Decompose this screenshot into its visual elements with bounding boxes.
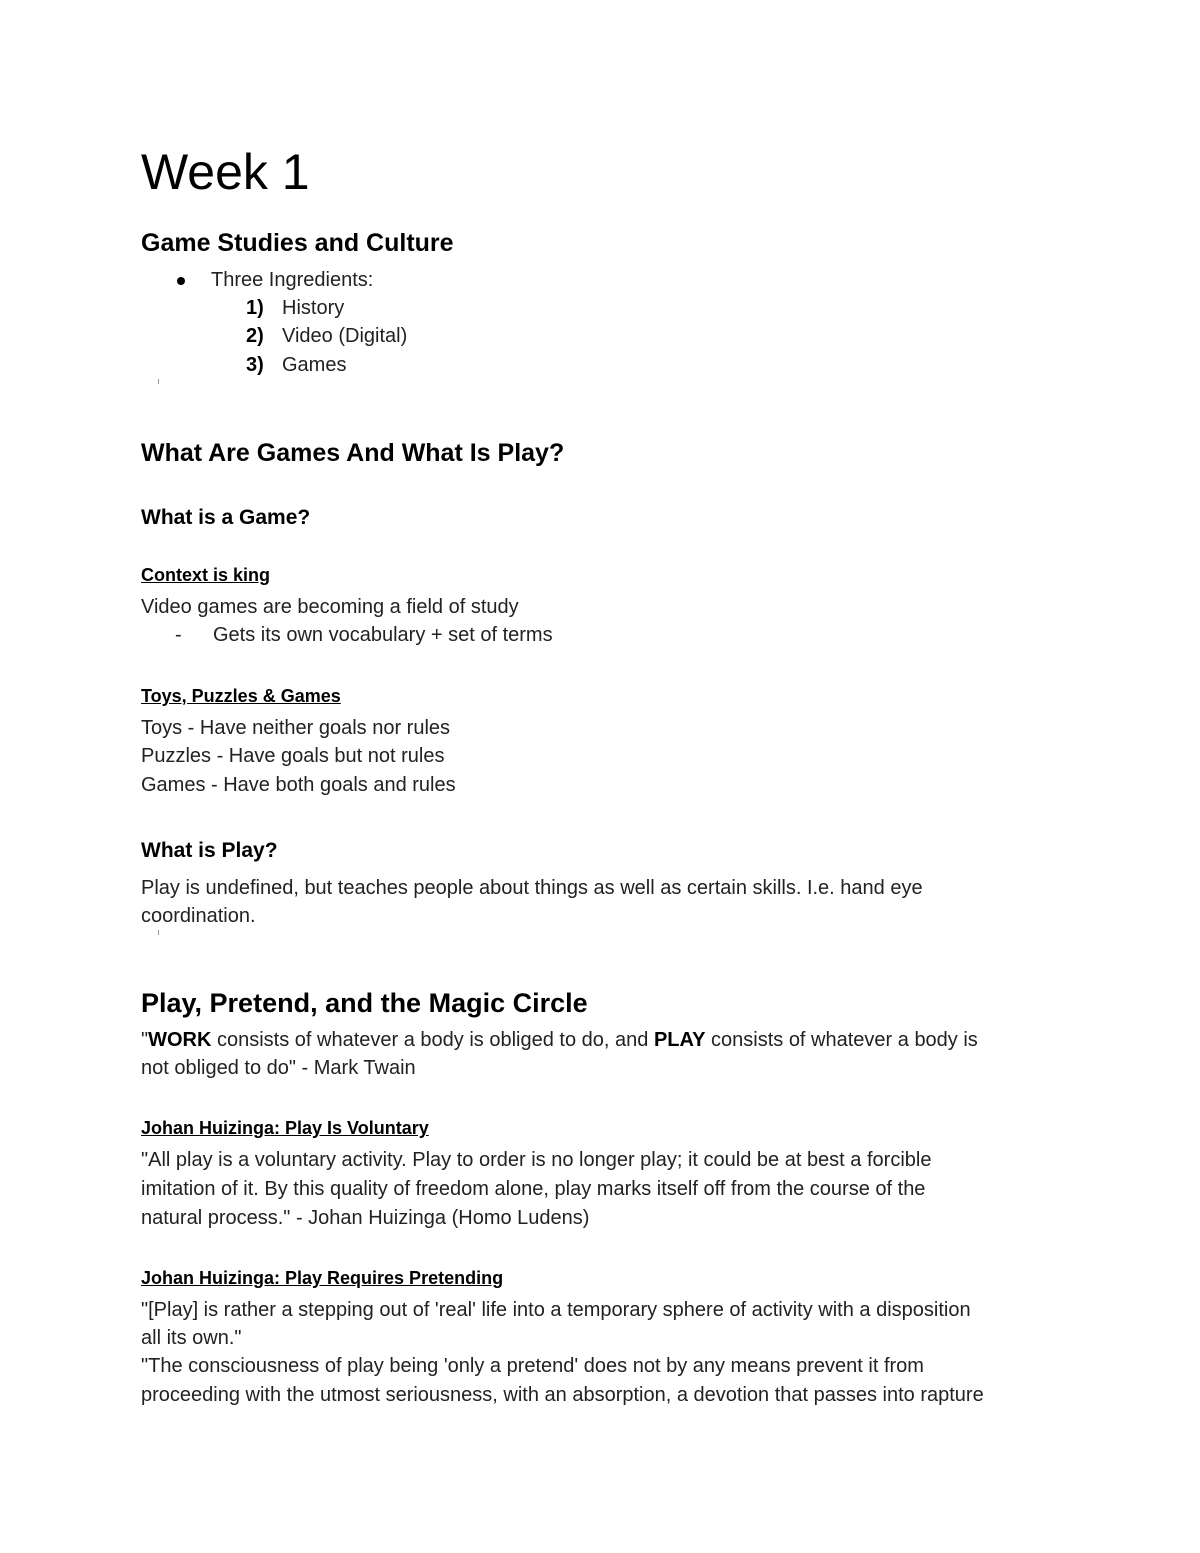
quote-end: consists of whatever a body is — [705, 1029, 978, 1051]
item-number: 2) — [246, 325, 264, 347]
paragraph-line: Play is undefined, but teaches people about things as well as certain skills. I.e. hand eye — [141, 877, 923, 899]
paragraph-line: natural process." - Johan Huizinga (Homo Ludens) — [141, 1207, 590, 1229]
item-number: 1) — [246, 297, 264, 319]
dash-item — [175, 621, 553, 649]
quote-line — [141, 1026, 978, 1054]
paragraph-line: Toys - Have neither goals nor rules — [141, 717, 451, 739]
item-number: 3) — [246, 354, 264, 376]
numbered-item — [246, 322, 407, 350]
subheading-context-is-king: Context is king — [141, 565, 271, 585]
item-text: Games — [282, 354, 347, 376]
paragraph-line: "All play is a voluntary activity. Play to order is no longer play; it could be at best a forcible — [141, 1149, 932, 1171]
paragraph-line: imitation of it. By this quality of freedom alone, play marks itself off from the course of the — [141, 1178, 926, 1200]
paragraph-line: proceeding with the utmost seriousness, with an absorption, a devotion that passes into rapture — [141, 1384, 984, 1406]
cursor-mark — [158, 379, 159, 384]
numbered-item — [246, 351, 346, 379]
paragraph-line: all its own." — [141, 1327, 242, 1349]
subheading-what-is-a-game: What is a Game? — [141, 506, 311, 529]
paragraph-line: "The consciousness of play being 'only a pretend' does not by any means prevent it from — [141, 1355, 924, 1377]
dash-bullet: - — [175, 624, 182, 646]
subheading-toys-puzzles-games: Toys, Puzzles & Games — [141, 686, 341, 706]
section-heading-what-are-games: What Are Games And What Is Play? — [141, 439, 565, 467]
quote-open: " — [141, 1029, 149, 1051]
dash-item-text: Gets its own vocabulary + set of terms — [213, 624, 553, 646]
bullet-icon — [177, 277, 185, 285]
section-heading-game-studies: Game Studies and Culture — [141, 229, 454, 257]
page-title: Week 1 — [141, 144, 310, 200]
paragraph-line: Puzzles - Have goals but not rules — [141, 745, 445, 767]
item-text: History — [282, 297, 345, 319]
paragraph-line: coordination. — [141, 905, 256, 927]
quote-mid: consists of whatever a body is obliged to do, and — [211, 1029, 654, 1051]
subheading-play-is-voluntary: Johan Huizinga: Play Is Voluntary — [141, 1118, 429, 1138]
section-heading-play-pretend: Play, Pretend, and the Magic Circle — [141, 988, 588, 1018]
numbered-item — [246, 294, 344, 322]
paragraph-line: "[Play] is rather a stepping out of 'real' life into a temporary sphere of activity with a disposition — [141, 1299, 971, 1321]
quote-play: PLAY — [653, 1029, 706, 1051]
item-text: Video (Digital) — [282, 325, 408, 347]
bullet-item: Three Ingredients: — [211, 269, 374, 291]
cursor-mark — [158, 930, 159, 935]
quote-line: not obliged to do" - Mark Twain — [141, 1057, 416, 1079]
paragraph-line: Games - Have both goals and rules — [141, 774, 456, 796]
paragraph-line: Video games are becoming a field of study — [141, 596, 519, 618]
subheading-what-is-play: What is Play? — [141, 839, 278, 862]
quote-work: WORK — [148, 1029, 212, 1051]
subheading-play-requires-pretending: Johan Huizinga: Play Requires Pretending — [141, 1268, 504, 1288]
